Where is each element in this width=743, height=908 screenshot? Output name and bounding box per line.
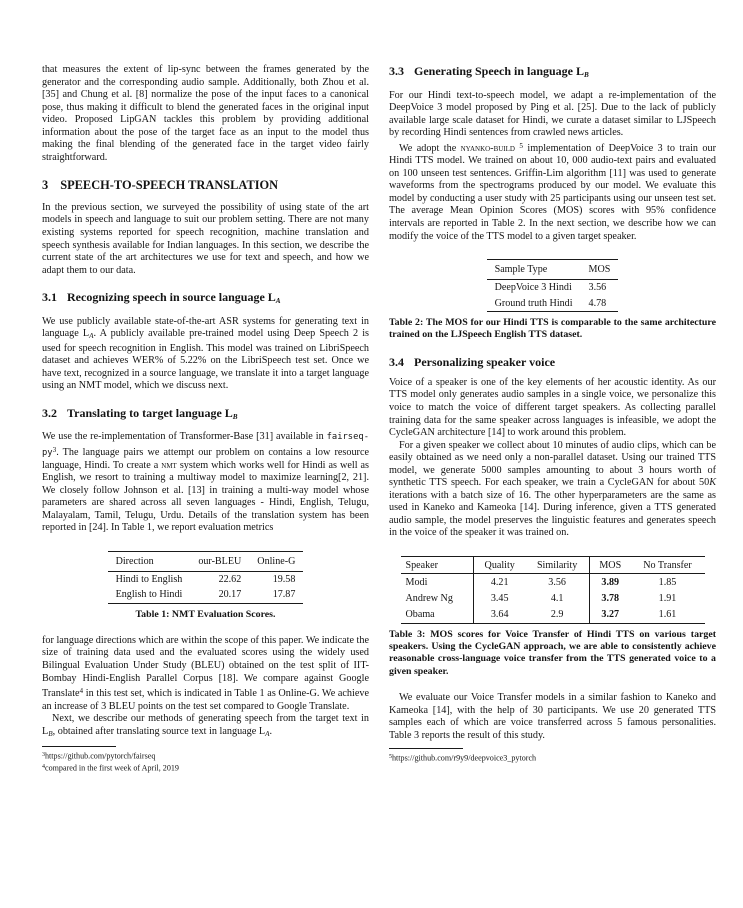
table-cell: 20.17 [218, 589, 242, 601]
paragraph: For a given speaker we collect about 10 minutes of audio clips, which can be easily obtained as we need only a non-parallel dataset. Using our trained TTS model, we generate 5000 samples amounting to about 3 hours worth of synthetic TTS speech. For each speaker, we train a CycleGAN for about 50K iterations with a batch size of 16. The other hyperparameters are the same as used in Kaneko and Kameoka [14]. During inference, given a TTS generated audio sample, the model preserves the linguistic features and generates speech in the voice of the speaker it was trained on. [389, 439, 716, 539]
table-row [108, 587, 304, 603]
section-number: 3.3 [389, 64, 404, 78]
paragraph: We adopt the nyanko-build $^5$ implementation of DeepVoice 3 to train our Hindi TTS model. We trained on about 10, 000 audio-text pairs and evaluated on 100 unseen test sentences. Griffin-Lim algorithm [11] was used to generate waveforms from the spectrograms produced by our model. We evaluate this model by conducting a user study with 25 participants using our unseen test set. The average Mean Opinion Scores (MOS) scores with 95% confidence intervals are reported in Table 2. In the next section, we describe how we can modify the voice of the TTS model to a given target speaker. [389, 141, 717, 242]
table-row [487, 280, 619, 296]
table-row [401, 574, 705, 591]
paragraph: In the previous section, we surveyed the possibility of using state of the art models in speech and language to suit our problem setting. There are not many existing systems reported for speech recognition, machine translation and speech synthesis available for Indian languages. In this section, we describe the current state of the art architectures we use for text and speech, and how we adapt them to our data. [42, 201, 369, 276]
section-heading-3 [42, 178, 369, 193]
table-cell: Hindi to English [115, 574, 183, 585]
paragraph: Next, we describe our methods of generating speech from the target text in $L_B$, obtained after translating source text in language $L_A$. [42, 713, 369, 738]
hindi-tts-mos-table [487, 259, 619, 312]
column-header: MOS [590, 557, 631, 574]
section-title: Translating to target language $L_B$ [67, 405, 238, 421]
column-header: MOS [581, 260, 619, 280]
table-cell: 3.27 [601, 609, 620, 621]
table-row [108, 571, 304, 587]
table-cell: 22.62 [218, 574, 242, 585]
paragraph: We use the re-implementation of Transformer-Base [31] available in fairseq-$py^3$. The language pairs we attempt our problem on contains a low resource language, Hindi. To create a nmt system which works well for Hindi as well as English, we resort to training a multiway model to maximize learning[2, 21]. We closely follow Johnson et al. [13] in training a multi-way model whose parameters are shared across all seven languages - Hindi, English, Telugu, Malayalam, Tamil, Telugu, Urdu. Details of the translation system has been reported in [24]. In Table 1, we report evaluation metrics [42, 431, 369, 534]
table-row [401, 607, 705, 624]
paragraph: We evaluate our Voice Transfer models in a similar fashion to Kaneko and Kameoka [14], with the help of 30 participants. We use 20 generated TTS samples each of which are voice transferred across 5 famous personalities. Table 3 reports the result of this study. [389, 691, 716, 741]
table-cell: Andrew Ng [401, 590, 474, 606]
table-cell: 3.56 [588, 282, 607, 294]
paragraph: for language directions which are within the scope of this paper. We indicate the size of training data used and the evaluated scores using the widely used Bilingual Evaluation Under Study (BLEU) obtained on the test split of IIT-Bombay Hindi-English Parallel Corpus [18]. We compare against Google Translate$^4$ in this test set, which is indicated in Table 1 as Online-G. We achieve an increase of 3 BLEU points on the test set compared to Google Translate. [42, 634, 369, 712]
table-2-caption: Table 2: The MOS for our Hindi TTS is comparable to the same architecture trained on the LJSpeech English TTS dataset. [389, 316, 716, 341]
footnotes-block [389, 748, 716, 764]
table-3-caption: Table 3: MOS scores for Voice Transfer of Hindi TTS on various target speakers. Using the CycleGAN approach, we are able to consistently achieve reasonable cross-language voice transfer from the TTS generated voice to a given speaker. [389, 628, 716, 677]
table-cell: 4.78 [588, 297, 607, 309]
subsection-heading-3-1 [42, 290, 369, 309]
table-row [401, 590, 705, 606]
table-cell: 2.9 [525, 607, 589, 624]
voice-transfer-mos-table [401, 556, 705, 624]
column-header: Online-G [249, 551, 303, 571]
table-2-figure [389, 259, 716, 341]
footnote: $^5$https://github.com/r9y9/deepvoice3_pytorch [389, 753, 537, 763]
table-cell: Modi [401, 574, 474, 591]
table-1-caption: Table 1: NMT Evaluation Scores. [135, 608, 276, 620]
column-header: Direction [108, 551, 191, 571]
table-cell: 1.85 [658, 576, 677, 588]
right-column [389, 64, 716, 764]
table-cell: English to Hindi [115, 589, 183, 601]
section-title: Recognizing speech in source language $L_A$ [67, 290, 281, 306]
section-number: 3.4 [389, 355, 404, 370]
table-cell: 19.58 [272, 574, 296, 585]
footnote: $^3$https://github.com/pytorch/fairseq [42, 751, 156, 761]
column-header: our-BLEU [190, 551, 249, 571]
table-cell: 3.89 [601, 576, 620, 588]
table-row [487, 295, 619, 311]
left-column [42, 64, 369, 773]
table-cell: 4.21 [490, 576, 509, 588]
paragraph: For our Hindi text-to-speech model, we adapt a re-implementation of the DeepVoice 3 model proposed by Ping et al. [25]. Due to the lack of publicly available large scale dataset for Hindi, we curate a dataset similar to LJSpeech by recording Hindi sentences from crawled news articles. [389, 89, 716, 139]
footnotes-block [42, 746, 369, 773]
section-title: Generating Speech in language $L_B$ [414, 64, 589, 79]
table-3-figure [389, 556, 716, 678]
paragraph: Voice of a speaker is one of the key elements of her acoustic identity. As our TTS model only generates audio samples in a single voice, we personalize this voice to match the voice of different target speakers. As collecting parallel training data for the same speaker across languages is infeasible, we adopt the CycleGAN architecture [14] to work around this problem. [389, 376, 716, 439]
table-cell: 1.91 [658, 592, 677, 604]
footnote-rule [42, 746, 116, 747]
table-cell: 3.64 [490, 609, 509, 621]
section-number: 3 [42, 178, 49, 193]
table-cell: 4.1 [525, 590, 589, 606]
table-cell: Ground truth Hindi [494, 297, 573, 309]
column-header: Quality [474, 557, 526, 574]
subsection-heading-3-4 [389, 355, 716, 370]
subsection-heading-3-3 [389, 64, 716, 83]
paragraph: that measures the extent of lip-sync between the frames generated by the generator and the corresponding audio sample. Additionally, both Zhou et al. [35] and Chung et al. [8] normalize the pose of the input faces to a canonical pose, thus making it difficult to blend the generated faces in the original input video. Proposed LipGAN tackles this problem by providing additional information about the pose of the target face as an input to the model thus making the final blending of the generated face in the target video fairly straightforward. [42, 64, 369, 163]
footnote-rule [389, 748, 463, 749]
paragraph: We use publicly available state-of-the-art ASR systems for generating text in language $L_A$. A publicly available pre-trained model using Deep Speech 2 is used for speech recognition in English. This model was trained on LibriSpeech dataset and achieves WER% of 5.22% on the LibriSpeech test set. Once we have text, recognized in a source language, we translate it into a target language using an NMT model, which we discuss next. [42, 315, 369, 392]
table-header-row [401, 557, 705, 574]
table-cell: DeepVoice 3 Hindi [494, 282, 572, 294]
table-cell: 3.45 [490, 592, 509, 604]
table-cell: 3.78 [601, 592, 620, 604]
nmt-evaluation-table [108, 551, 304, 604]
section-number: 3.1 [42, 290, 57, 305]
table-cell: 1.61 [658, 609, 677, 621]
subsection-heading-3-2 [42, 406, 369, 425]
column-header: Speaker [401, 557, 474, 574]
table-cell: 17.87 [272, 589, 296, 601]
table-header-row [487, 260, 619, 280]
column-header: Similarity [525, 557, 589, 574]
column-header: No Transfer [630, 557, 704, 574]
table-cell: 3.56 [525, 574, 589, 591]
table-cell: Obama [401, 607, 474, 624]
table-header-row [108, 551, 304, 571]
table-1-figure [42, 551, 369, 621]
section-title: SPEECH-TO-SPEECH TRANSLATION [60, 178, 279, 193]
column-header: Sample Type [487, 260, 581, 280]
section-title: Personalizing speaker voice [414, 355, 556, 370]
footnote: $^4$compared in the first week of April, 2019 [42, 763, 179, 773]
section-number: 3.2 [42, 405, 57, 420]
